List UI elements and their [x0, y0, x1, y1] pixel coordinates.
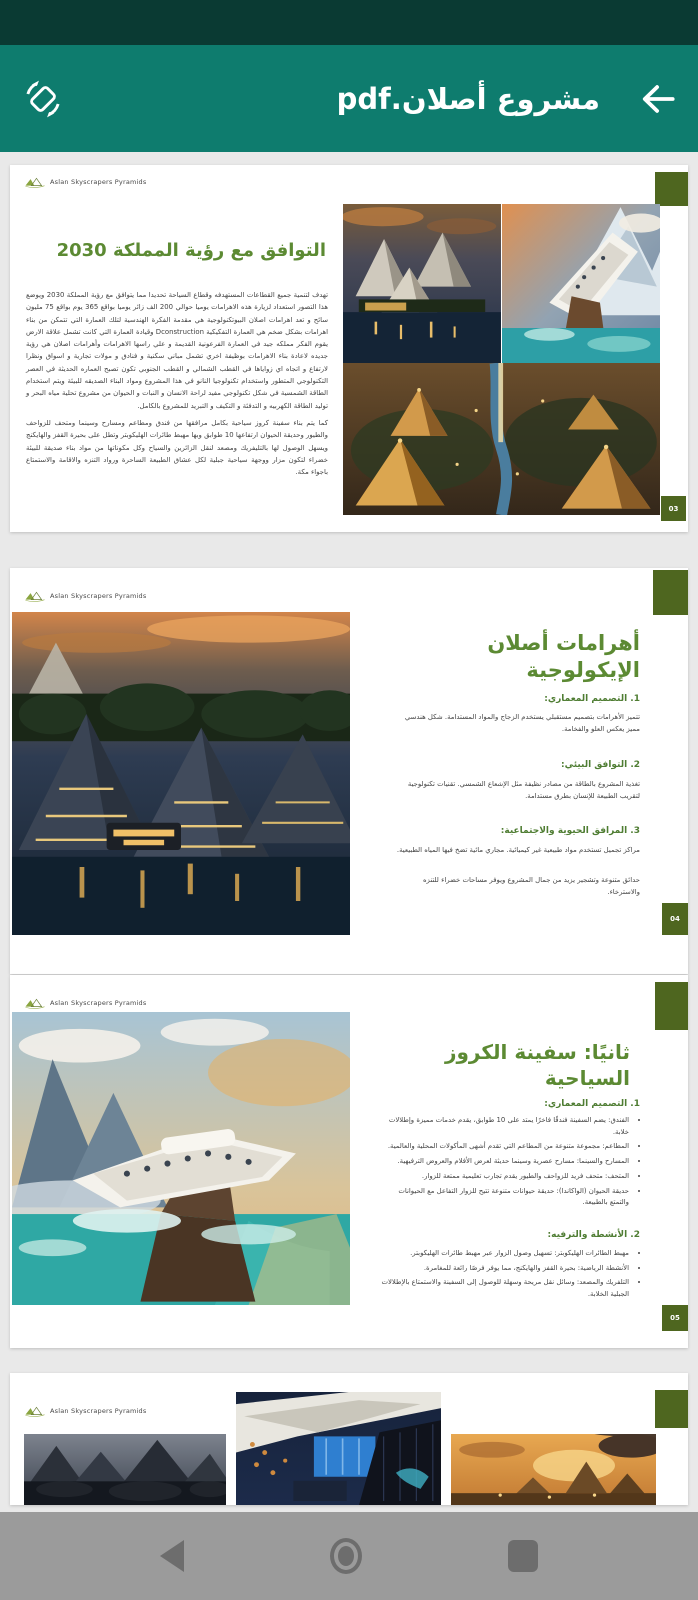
page-number-badge: 05: [662, 1305, 688, 1331]
brand-name: Aslan Skyscrapers Pyramids: [50, 1407, 147, 1415]
nav-home-button[interactable]: [330, 1538, 362, 1574]
page-number-badge: 04: [662, 903, 688, 935]
page2-section3-body2: حدائق متنوعة وتشجير يزيد من جمال المشروع ويوفر مساحات خضراء للتنزه والاسترخاء.: [422, 876, 640, 897]
pyramid-logo-icon: [24, 997, 46, 1009]
cruise-mountain-image: [502, 204, 660, 363]
app-bar: [0, 45, 698, 152]
rotate-screen-icon: [20, 76, 66, 122]
nav-back-button[interactable]: [160, 1540, 184, 1572]
android-nav-bar: [0, 1512, 698, 1600]
olive-corner-decoration: [653, 570, 688, 615]
rotate-screen-button[interactable]: [20, 76, 66, 122]
pdf-page-05[interactable]: [10, 975, 688, 1348]
sunset-pyramids-image: [451, 1434, 656, 1505]
page2-section1-title: 1. التصميم المعماري:: [544, 694, 640, 704]
pyramid-logo-icon: [24, 176, 46, 188]
list-item: • التلفريك والمصعد: وسائل نقل مريحة وسهلة للوصول إلى السفينة والاستمتاع بالإطلالات الجبلية الخلابة.: [378, 1277, 629, 1300]
recents-square-icon: [508, 1540, 538, 1572]
home-circle-icon: [330, 1538, 362, 1574]
brand-name: Aslan Skyscrapers Pyramids: [50, 999, 147, 1007]
nav-recents-button[interactable]: [508, 1540, 538, 1572]
olive-corner-decoration: [655, 1390, 688, 1428]
aerial-pyramid-city-image: [343, 363, 660, 515]
page2-section2-title: 2. التوافق البيئي:: [560, 760, 640, 770]
list-item: • المتحف: متحف فريد للزواحف والطيور يقدم تجارب تعليمية ممتعة للزوار.: [378, 1171, 629, 1183]
cruise-ship-rock-image: [12, 1012, 350, 1305]
pdf-page-03[interactable]: [10, 165, 688, 532]
page3-section2-title: 2. الأنشطة والترفيه:: [547, 1230, 640, 1240]
page1-paragraph-1: تهدف لتنمية جميع القطاعات المستهدفه وقطاع السياحة تحديدا مما يتوافق مع رؤية المملكة 2030 ويوضع هذا التصور استعداد لزيارة هذه الاهرامات يوميا حوالي 200 الف زائر يوميا بواقع 365 يوم بواقع 75 مليون سائح و تعد اهرامات اصلان البيوتكنولوجية هي مقدمة الفكرة الهندسية لتلك العمارة التي تتمكن من بناء اهرامات بشكل ضخم هي العمارة التفكيكية Dconstruction وقيادة العمارة التي كانت تشمل علاقة الارض يقوم الفكر مملكه جيد في العمارة الفرعونية القديمة و علي راسها الاهرامات وأهرامات اصلان هي رؤية جديده لاعادة بناء الاهرامات بوظيفة اخري تشمل مباني سكنية و فنادق و مولات تجارية و اسواق ونظرا لارتفاع و اتجاه اي زواياها في القطب الشمالي و القطب الجنوبي تكون تصبح العماره الحديثة في العصر التكنولوجي المتطور واستخدام تكنولوجيا النانو في هذا المشروع ومواد البناء الصديقه للبيئة ويتم استخدام الطاقة الشمسية في شكل تكنولوجي مفيد لراحة الانسان و النبات و الحيوان من مشروع تحلية مياه البحر و توليد الطاقة الكهربيه و التدفئة و التكيف و التبريد للمشروع بالكامل.: [26, 291, 329, 410]
page-number-badge: 03: [661, 496, 686, 521]
page3-section1-bullets: [378, 1115, 640, 1212]
list-item: • حديقة الحيوان (الواكاندا): حديقة حيوانات متنوعة تتيح للزوار التفاعل مع الحيوانات والتمتع بالطبيعة.: [378, 1186, 629, 1209]
status-bar: [0, 0, 698, 45]
cruise-deck-pool-image: [236, 1392, 441, 1505]
list-item: • المطاعم: مجموعة متنوعة من المطاعم التي تقدم أشهى المأكولات المحلية والعالمية.: [378, 1141, 629, 1153]
list-item: • المسارح والسينما: مسارح عصرية وسينما حديثة لعرض الأفلام والعروض الترفيهية.: [378, 1156, 629, 1168]
brand-name: Aslan Skyscrapers Pyramids: [50, 178, 147, 186]
list-item: • الأنشطة الرياضية: بحيرة القفز والهايكنج، مما يوفر فرصًا رائعة للمغامرة.: [378, 1263, 629, 1275]
page1-heading: التوافق مع رؤية المملكة 2030: [56, 240, 326, 261]
pdf-page-06-partial[interactable]: [10, 1373, 688, 1505]
eco-pyramids-night-image: [12, 612, 350, 935]
olive-corner-decoration: [655, 172, 688, 206]
list-item: • الفندق: يضم السفينة فندقًا فاخرًا يمتد على 10 طوابق، يقدم خدمات مميزة وإطلالات خلابة.: [378, 1115, 629, 1138]
page3-section1-title: 1. التصميم المعماري:: [544, 1099, 640, 1109]
back-arrow-icon: [636, 77, 680, 121]
brand-logo: [24, 997, 146, 1009]
page3-heading: ثانيًا: سفينة الكروز السياحية: [444, 1040, 630, 1090]
back-button[interactable]: [636, 77, 680, 121]
page3-section2-bullets: [378, 1248, 640, 1304]
list-item: • مهبط الطائرات الهليكوبتر: تسهيل وصول الزوار عبر مهبط طائرات الهليكوبتر.: [378, 1248, 629, 1260]
pyramid-logo-icon: [24, 1405, 46, 1417]
page2-heading: أهرامات أصلان الإيكولوجية: [487, 631, 640, 683]
pdf-page-04[interactable]: [10, 568, 688, 974]
page2-section1-body: تتميز الأهرامات بتصميم مستقبلي يستخدم الزجاج والمواد المستدامة. شكل هندسي مميز يعكس العلو والفخامة.: [404, 713, 640, 734]
brand-logo: [24, 176, 146, 188]
page1-paragraph-2: كما يتم بناء سفينة كروز سياحية بكامل مرافقها من فندق ومطاعم ومسارح وسينما ومتحف للزواحف والطيور وحديقة الحيوان ارتفاعها 10 طوابق وبها مهبط طائرات الهليكوبتر وتطل على بحيرة القفز والهايكنج ويسهل الوصول لها بالتليفريك ومصعد لنقل الزائرين والسياح وكل مكوناتها من مواد بناء صديقة للبيئة خضراء لتكون مزار ووجهة سياحية جبلية لكل عشاق الطبيعة الساحرة ورواد التنزه والاقامة والاستمتاع باجواء مكة.: [26, 419, 329, 477]
pyramids-dusk-image: [343, 204, 501, 363]
back-triangle-icon: [160, 1540, 184, 1572]
brand-name: Aslan Skyscrapers Pyramids: [50, 592, 147, 600]
brand-logo: [24, 1405, 146, 1417]
dusk-pyramids-image: [24, 1434, 226, 1505]
brand-logo: [24, 590, 146, 602]
document-title: مشروع أصلان.pdf: [336, 81, 600, 116]
page2-section3-body1: مراكز تجميل تستخدم مواد طبيعية غير كيميائية. مجاري مائية تضخ فيها المياه الطبيعية.: [396, 846, 640, 854]
olive-corner-decoration: [655, 982, 688, 1030]
pyramid-logo-icon: [24, 590, 46, 602]
page2-section2-body: تغذية المشروع بالطاقة من مصادر نظيفة مثل الإشعاع الشمسي. تقنيات تكنولوجية لتقريب الطبيعة للإنسان بطرق مستدامة.: [407, 780, 640, 801]
page2-section3-title: 3. المرافق الحيوية والاجتماعية:: [500, 826, 640, 836]
